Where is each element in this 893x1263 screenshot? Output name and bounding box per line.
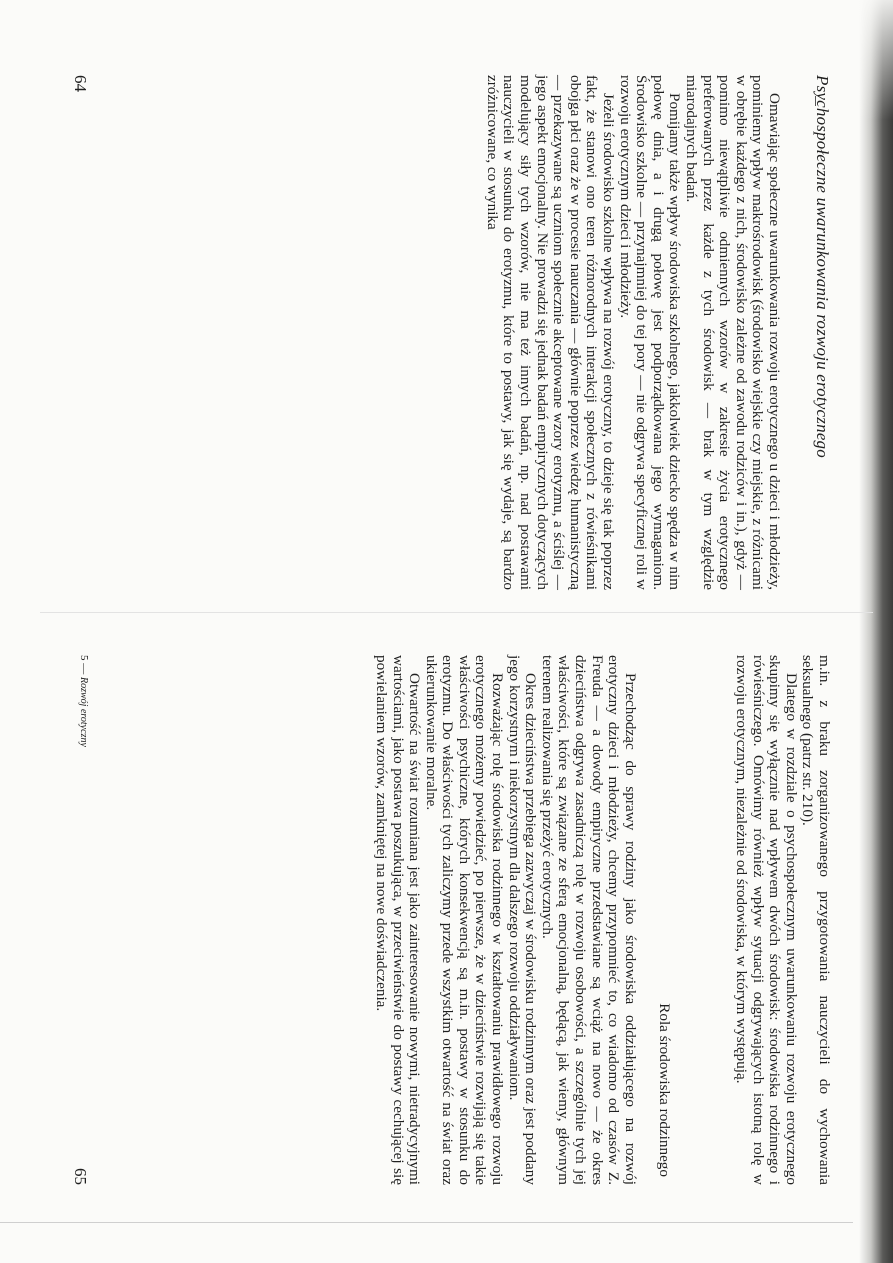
paragraph: Jeżeli środowisko szkolne wpływa na rozwój erotyczny, to dzieje się tak poprzez fakt, że stanowi ono teren różnorodnych interakcji społecznych z rówieśnikami obojga płci oraz że w procesie nauczania — głównie poprzez wiedzę humanistyczną — przekazywane są uczniom społecznie akceptowane wzory erotyzmu, a ściślej — jego aspekt emocjonalny. Nie prowadzi się jednak badań empirycznych dotyczących modelujący siły tych wzorów, nie ma też innych badań, np. nad postawami nauczycieli w stosunku do erotyzmu, które to postawy, jak się wydaje, są bardzo zróżnicowane, co wynika <box>483 75 618 590</box>
paragraph: Pomijamy także wpływ środowiska szkolnego, jakkolwiek dziecko spędza w nim połowę dnia, a i drugą połowę jest podporządkowana jego wymaganiom. Środowisko szkolne — przynajmniej do tej pory — nie odgrywa specyficznej roli w rozwoju erotycznym dzieci i młodzieży. <box>616 75 684 590</box>
paragraph: Przechodząc do sprawy rodziny jako środowiska oddziałującego na rozwój erotyczny dzieci i młodzieży, chcemy przypomnieć to, co wiadomo od czasów Z. Freuda — a dowody empiryczne przedstawiane są wciąż na nowo — że okres dzieciństwa odgrywa zasadniczą rolę w rozwoju osobowości, a szczególnie tych jej właściwości, które są związane ze sferą emocjonalną, będącą, jak wiemy, głównym terenem realizowania się przeżyć erotycznych. <box>538 655 639 1185</box>
signature-title: Rozwój erotyczny <box>78 677 89 747</box>
paragraph: Dlatego w rozdziale o psychospołecznym uwarunkowaniu rozwoju erotycznego skupimy się wyłącznie nad wpływem dwóch środowisk: środowiska rodzinnego i rówieśniczego. Omówimy również wpływ sytuacji odgrywających istotną rolę w rozwoju erotycznym, niezależnie od środowiska, w którym występują. <box>733 655 800 1185</box>
paragraph: Okres dzieciństwa przebiega zazwyczaj w środowisku rodzinnym oraz jest poddany jego korzystnym i niekorzystnym dla dalszego rozwoju oddziaływaniom. <box>505 655 540 1185</box>
paragraph: Otwartość na świat rozumiana jest jako zainteresowanie nowymi, nietradycyjnymi wartościami, jako postawa poszukująca, w przeciwieństwie do postawy cechującej się powielaniem wzorów, zamkniętej na nowe doświadczenia. <box>372 655 424 1185</box>
page-number-left: 64 <box>71 75 90 92</box>
paragraph-continuation: m.in. z braku zorganizowanego przygotowania nauczycieli do wychowania seksualnego (patrz str. 210). <box>799 655 833 1185</box>
section-heading: Rola środowiska rodzinnego <box>656 1003 674 1177</box>
scan-binding-edge <box>859 0 893 1263</box>
left-page-body <box>483 75 782 590</box>
paragraph: Omawiając społeczne uwarunkowania rozwoju erotycznego u dzieci i młodzieży, pominiemy wpływ makrośrodowisk (środowisko wiejskie czy miejskie, z różnicami w obrębie każdego z nich, środowisko zależne od zawodu rodziców i in.), gdyż — pomimo niewątpliwie odmiennych wzorów w zakresie życia erotycznego preferowanych przez każde z tych środowisk — brak w tym względzie miarodajnych badań. <box>683 75 783 590</box>
signature-mark <box>78 655 90 747</box>
paragraph: Rozważając rolę środowiska rodzinnego w kształtowaniu prawidłowego rozwoju erotycznego możemy powiedzieć, po pierwsze, że w dzieciństwie rozwijają się takie właściwości psychiczne, których konsekwencją są m.in. postawy w stosunku do erotyzmu. Do właściwości tych zaliczymy przede wszystkim otwartość na świat oraz ukierunkowanie moralne. <box>422 655 507 1185</box>
scan-edge-highlight <box>859 0 893 120</box>
page-number-right: 65 <box>71 1168 90 1185</box>
right-page-body <box>372 655 832 1185</box>
signature-number: 5 — <box>78 655 90 675</box>
running-head: Psychospołeczne uwarunkowania rozwoju erotycznego <box>813 75 832 458</box>
book-spread <box>72 75 832 1235</box>
